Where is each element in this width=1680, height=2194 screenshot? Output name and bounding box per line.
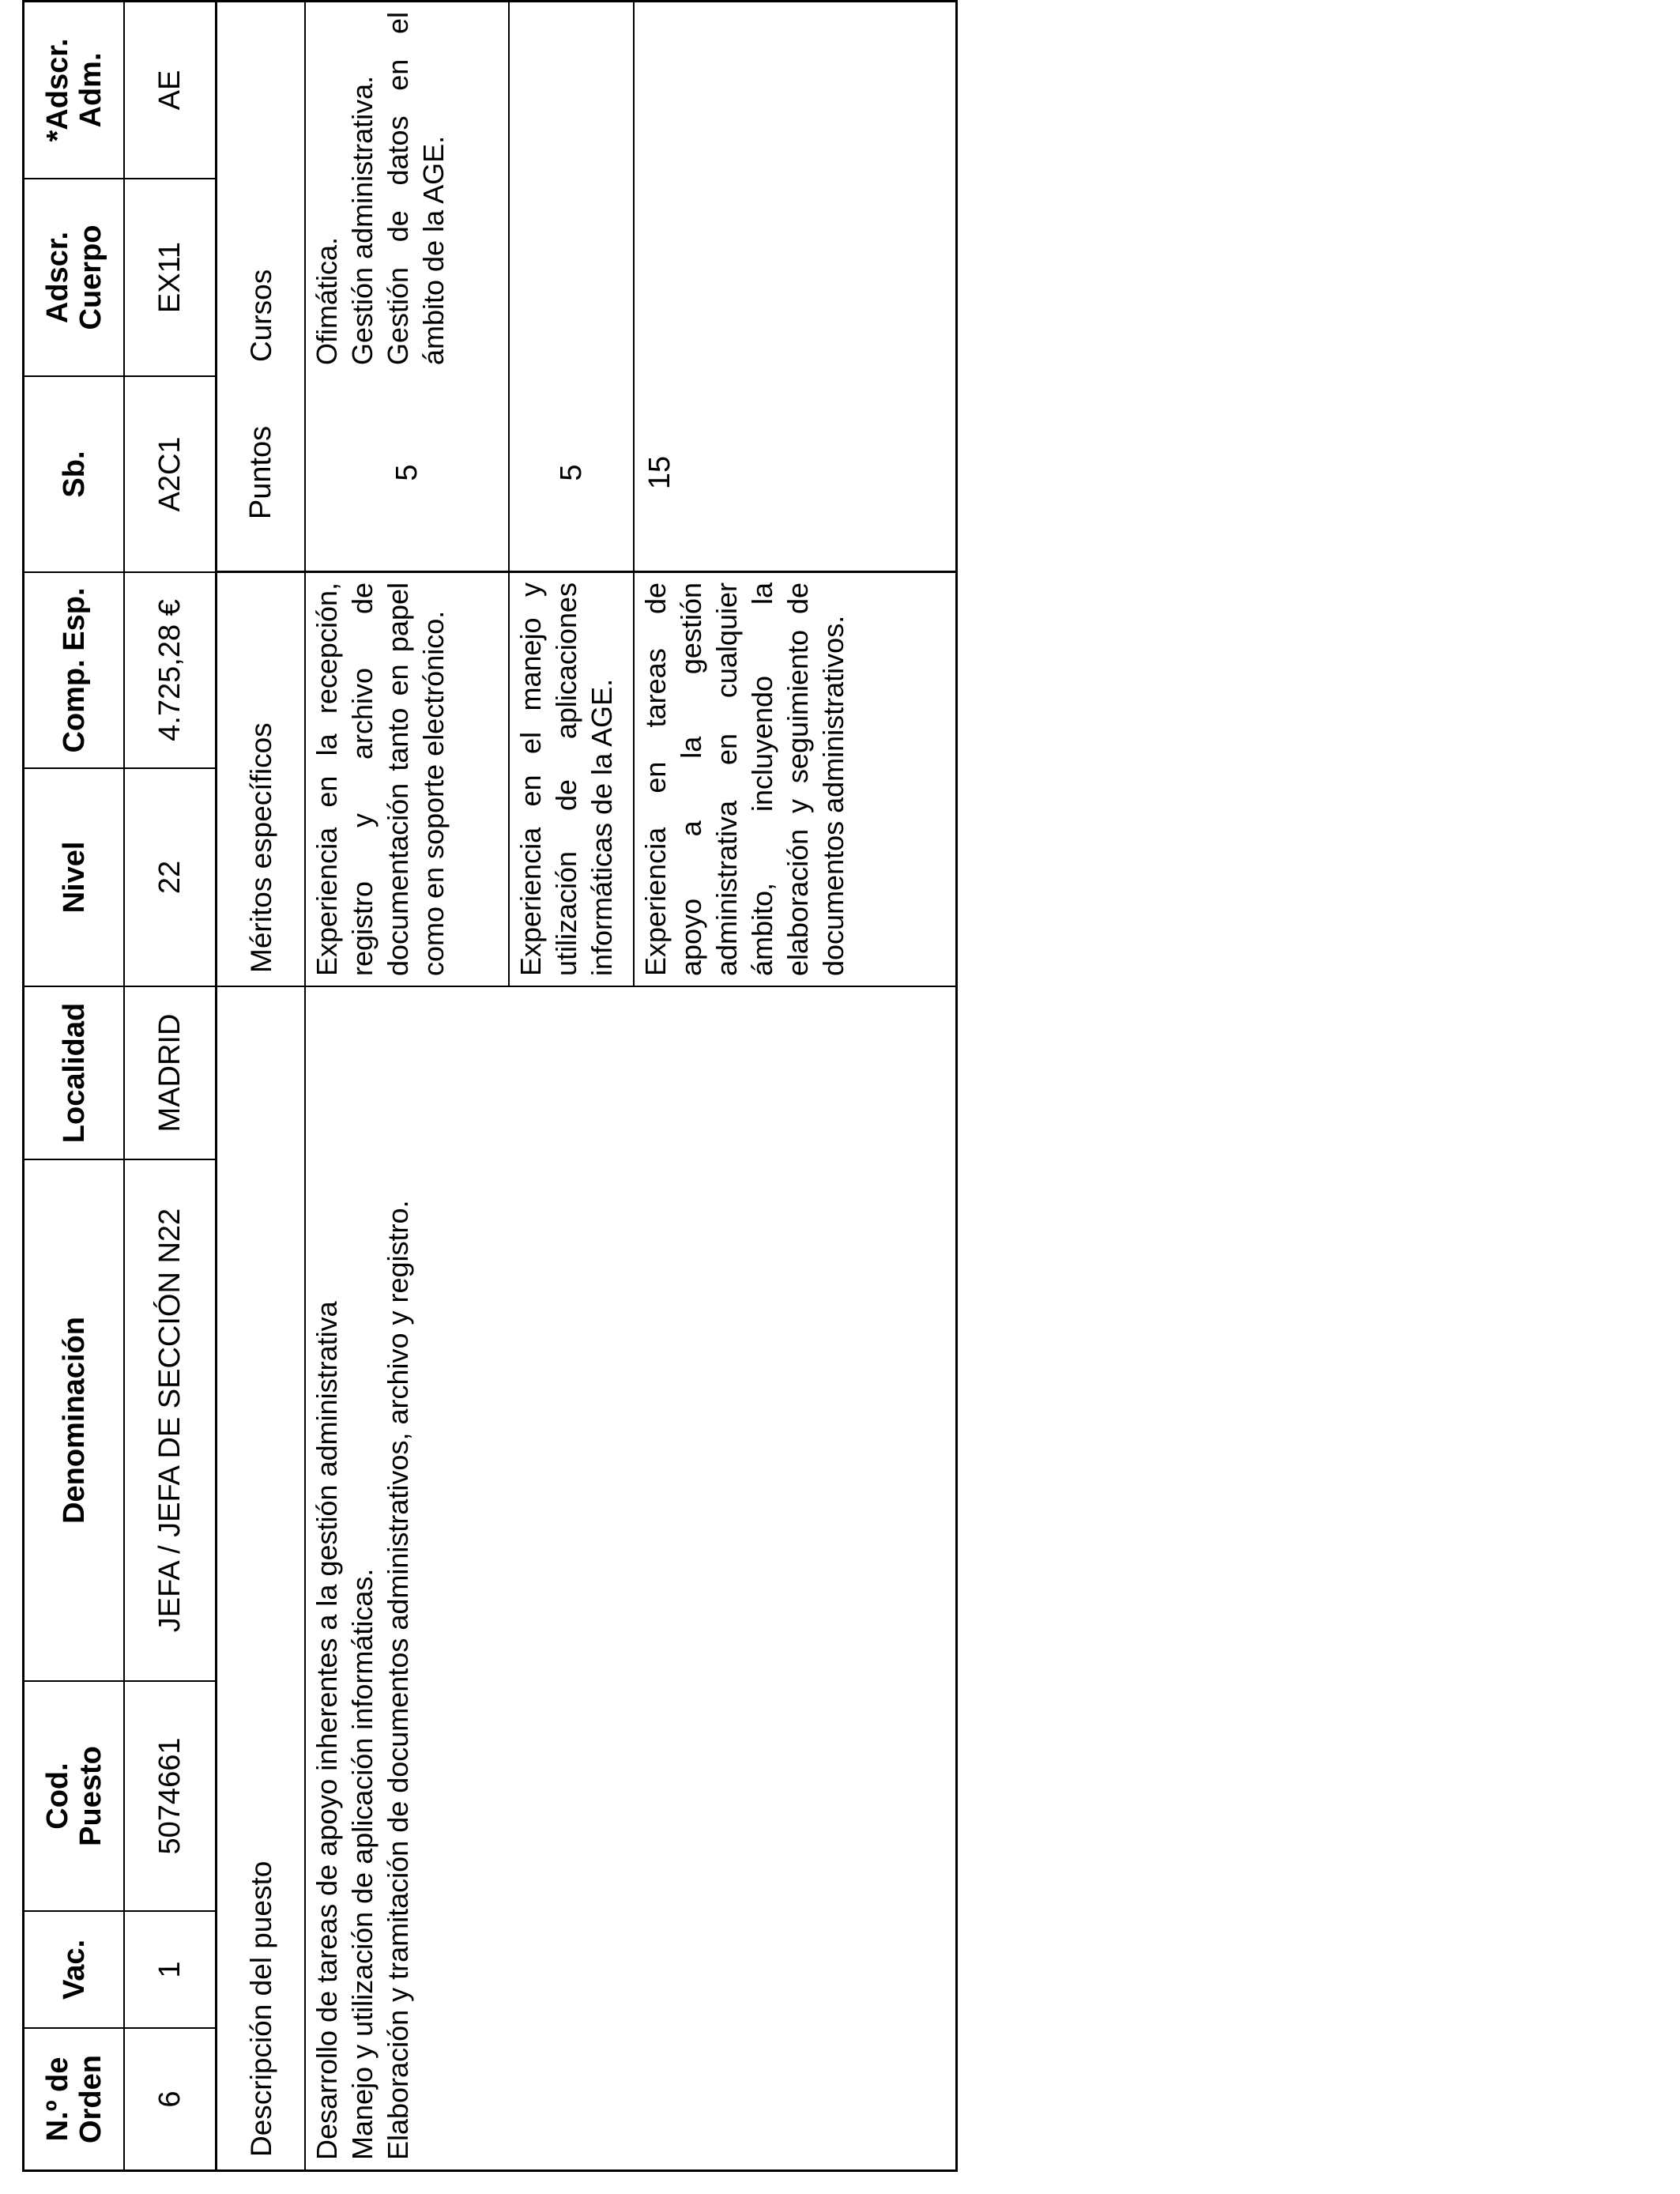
cursos-text (306, 2, 622, 375)
value-sb: A2C1 (153, 436, 186, 512)
value-denominacion: JEFA / JEFA DE SECCIÓN N22 (153, 1208, 186, 1633)
curso-line: Gestión de datos en el ámbito de la AGE. (382, 12, 450, 365)
header-denominacion: Denominación (57, 1317, 91, 1524)
label-meritos-especificos: Méritos específicos (244, 722, 277, 973)
value-cod-puesto: 5074661 (153, 1737, 186, 1855)
merito-puntos: 15 (643, 455, 676, 490)
value-adscr-adm: AE (153, 70, 186, 111)
merito-puntos: 5 (390, 464, 424, 481)
header-comp-esp: Comp. Esp. (57, 587, 91, 753)
value-orden: 6 (153, 2090, 186, 2108)
header-orden: N.º de Orden (40, 2055, 107, 2143)
label-puntos: Puntos (243, 425, 277, 520)
descripcion-line: Elaboración y tramitación de documentos administrativos, archivo y registro. (382, 1200, 414, 2160)
header-localidad: Localidad (57, 1002, 91, 1144)
value-vac: 1 (153, 1961, 186, 1978)
merito-puntos: 5 (554, 464, 588, 481)
value-comp-esp: 4.725,28 € (153, 599, 186, 741)
merito-text: Experiencia en la recepción, registro y archivo de documentación tanto en papel como en soporte electrónico. (311, 582, 450, 976)
value-localidad: MADRID (153, 1013, 186, 1133)
curso-line: Gestión administrativa. (346, 75, 379, 365)
job-position-table (22, 0, 958, 2172)
header-adscr-cuerpo: Adscr. Cuerpo (40, 224, 107, 330)
descripcion-line: Manejo y utilización de aplicación informáticas. (346, 1568, 379, 2160)
header-adscr-adm: *Adscr. Adm. (40, 38, 107, 142)
value-nivel: 22 (153, 860, 186, 895)
curso-line: Ofimática. (311, 236, 343, 365)
label-descripcion-puesto: Descripción del puesto (244, 1860, 277, 2157)
header-nivel: Nivel (57, 841, 91, 914)
header-vac: Vac. (57, 1939, 91, 2000)
descripcion-line: Desarrollo de tareas de apoyo inherentes a la gestión administrativa (311, 1301, 343, 2160)
merito-text: Experiencia en el manejo y utilización de aplicaciones informáticas de la AGE. (514, 582, 618, 976)
descripcion-text (306, 987, 959, 2169)
header-sb: Sb. (57, 450, 91, 498)
label-cursos: Cursos (244, 269, 277, 362)
merito-text: Experiencia en tareas de apoyo a la gestión administrativa en cualquier ámbito, incluyendo la elaboración y seguimiento de documentos administrativos. (639, 582, 849, 976)
value-adscr-cuerpo: EX11 (153, 241, 186, 314)
header-cod-puesto: Cod. Puesto (40, 1746, 107, 1846)
